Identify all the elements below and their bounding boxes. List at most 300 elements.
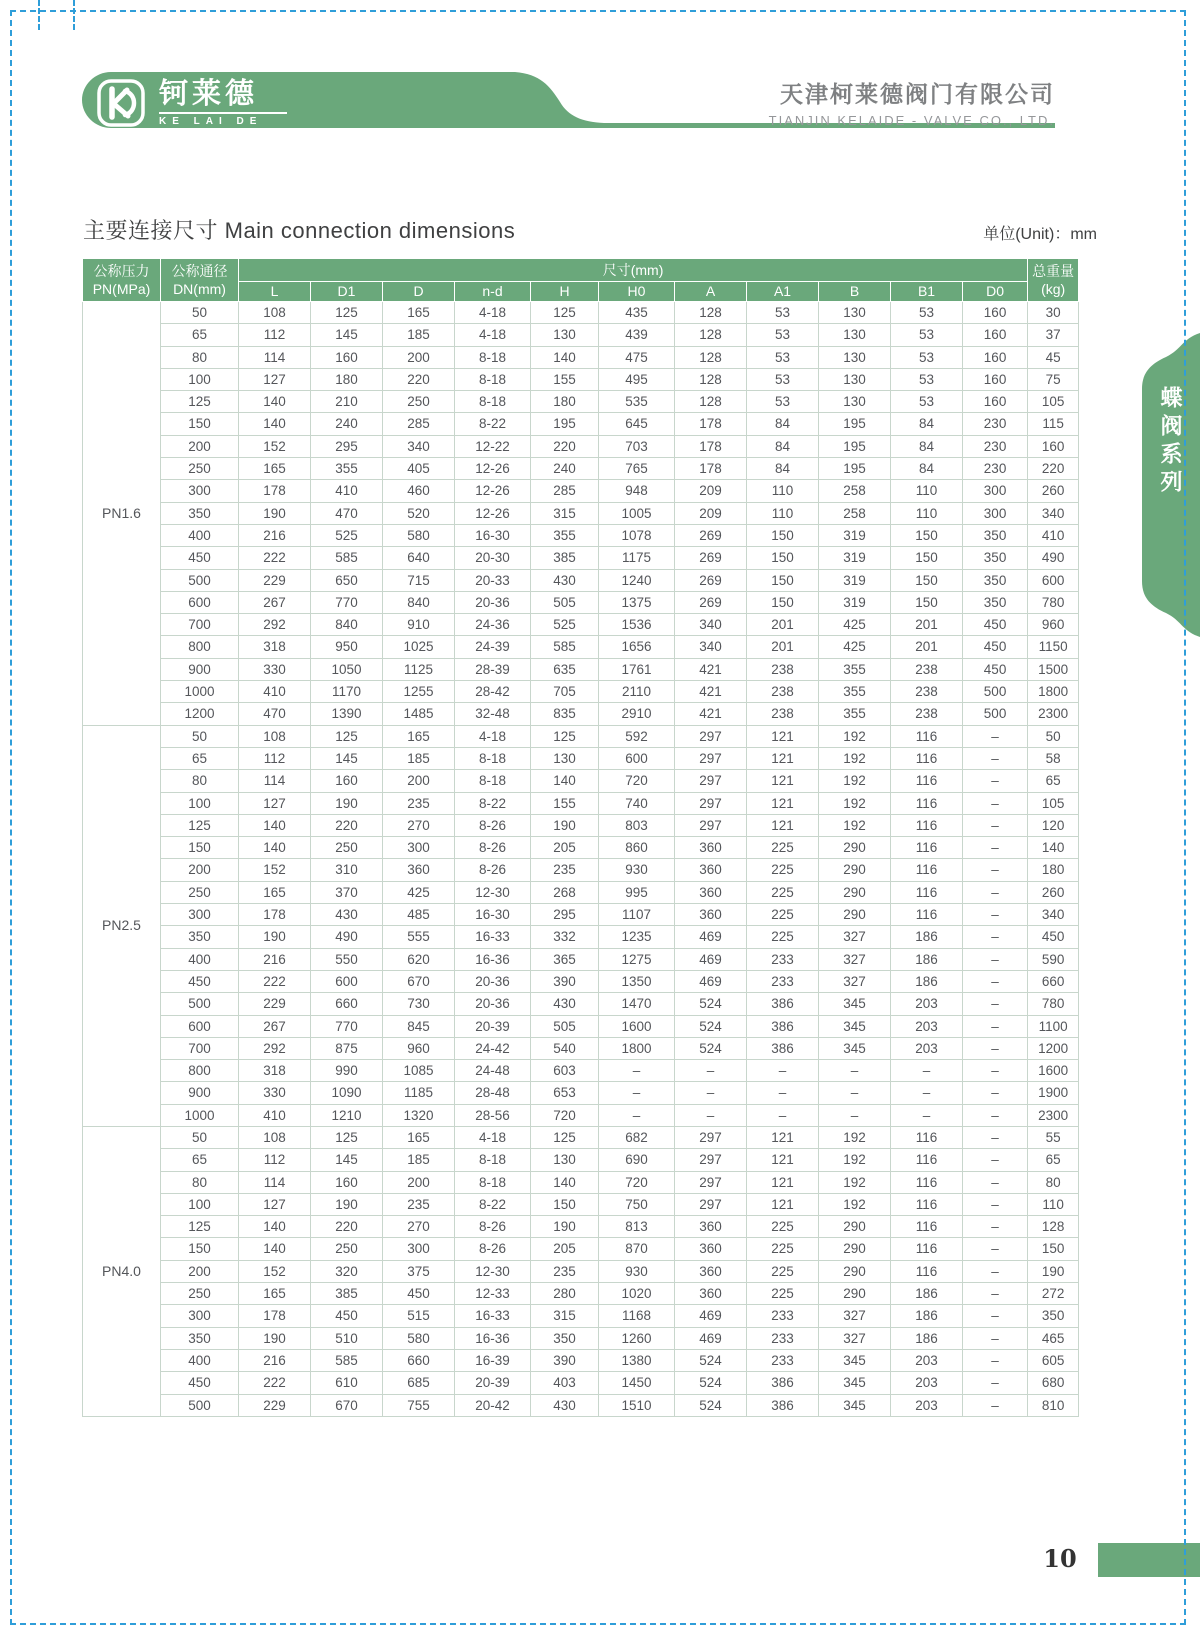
table-cell: 1175 — [599, 547, 675, 569]
col-header-pressure-en: PN(MPa) — [92, 281, 151, 297]
table-cell: 116 — [891, 1126, 963, 1148]
table-cell: – — [675, 1104, 747, 1126]
table-cell: 180 — [1028, 859, 1079, 881]
table-cell: 192 — [819, 725, 891, 747]
table-cell: 410 — [1028, 524, 1079, 546]
table-cell: 685 — [383, 1372, 455, 1394]
table-cell: 225 — [747, 881, 819, 903]
table-row — [83, 1060, 1079, 1082]
table-cell: 450 — [963, 636, 1028, 658]
table-row — [83, 636, 1079, 658]
table-row — [83, 926, 1079, 948]
table-cell: 201 — [747, 614, 819, 636]
table-cell: 128 — [675, 324, 747, 346]
table-cell: – — [963, 1394, 1028, 1416]
table-cell: 385 — [311, 1283, 383, 1305]
table-cell: 500 — [963, 703, 1028, 725]
table-cell: 180 — [311, 368, 383, 390]
table-cell: – — [963, 1327, 1028, 1349]
table-cell: 360 — [675, 1283, 747, 1305]
table-cell: 160 — [963, 368, 1028, 390]
table-row — [83, 970, 1079, 992]
table-cell: 360 — [675, 1216, 747, 1238]
table-cell: 125 — [161, 391, 239, 413]
table-row — [83, 569, 1079, 591]
table-cell: 20-39 — [455, 1015, 531, 1037]
table-cell: 145 — [311, 324, 383, 346]
table-cell: 128 — [1028, 1216, 1079, 1238]
table-cell: – — [819, 1082, 891, 1104]
table-cell: 24-48 — [455, 1060, 531, 1082]
table-cell: 1085 — [383, 1060, 455, 1082]
table-cell: 80 — [161, 1171, 239, 1193]
table-cell: 16-30 — [455, 904, 531, 926]
table-cell: 267 — [239, 1015, 311, 1037]
table-cell: 195 — [819, 435, 891, 457]
table-row — [83, 881, 1079, 903]
table-cell: 405 — [383, 458, 455, 480]
table-cell: 65 — [161, 747, 239, 769]
table-cell: 201 — [747, 636, 819, 658]
table-cell: 297 — [675, 725, 747, 747]
table-cell: 430 — [531, 1394, 599, 1416]
footer-bar — [1098, 1543, 1200, 1577]
table-cell: 121 — [747, 814, 819, 836]
table-cell: – — [963, 814, 1028, 836]
table-cell: 300 — [161, 480, 239, 502]
col-header-dim: H — [531, 282, 599, 302]
table-cell: 670 — [311, 1394, 383, 1416]
table-cell: 165 — [239, 1283, 311, 1305]
table-cell: – — [747, 1060, 819, 1082]
table-cell: 900 — [161, 658, 239, 680]
table-cell: 765 — [599, 458, 675, 480]
table-cell: 1485 — [383, 703, 455, 725]
table-cell: 8-26 — [455, 1216, 531, 1238]
table-cell: 200 — [383, 1171, 455, 1193]
table-cell: 53 — [747, 346, 819, 368]
table-cell: 150 — [891, 569, 963, 591]
table-cell: 1600 — [1028, 1060, 1079, 1082]
table-cell: 469 — [675, 948, 747, 970]
table-cell: 116 — [891, 1171, 963, 1193]
logo-text-en: KE LAI DE — [159, 116, 263, 128]
table-cell: – — [819, 1104, 891, 1126]
table-cell: 355 — [311, 458, 383, 480]
table-cell: 84 — [891, 413, 963, 435]
table-cell: – — [963, 1305, 1028, 1327]
company-name-cn: 天津柯莱德阀门有限公司 — [780, 81, 1055, 107]
table-cell: 209 — [675, 502, 747, 524]
table-cell: 186 — [891, 926, 963, 948]
table-cell: 145 — [311, 747, 383, 769]
table-cell: 1210 — [311, 1104, 383, 1126]
table-cell: 195 — [531, 413, 599, 435]
table-cell: 360 — [675, 904, 747, 926]
table-cell: 150 — [747, 524, 819, 546]
table-cell: 1350 — [599, 970, 675, 992]
table-cell: 121 — [747, 1149, 819, 1171]
table-cell: 229 — [239, 993, 311, 1015]
table-cell: 270 — [383, 814, 455, 836]
table-cell: 340 — [383, 435, 455, 457]
table-cell: 810 — [1028, 1394, 1079, 1416]
table-cell: 140 — [239, 413, 311, 435]
table-cell: 269 — [675, 524, 747, 546]
table-cell: 178 — [239, 904, 311, 926]
table-cell: 178 — [675, 435, 747, 457]
table-row — [83, 435, 1079, 457]
table-row — [83, 524, 1079, 546]
col-header-dim: H0 — [599, 282, 675, 302]
table-cell: 330 — [239, 1082, 311, 1104]
table-cell: 225 — [747, 926, 819, 948]
table-cell: 780 — [1028, 993, 1079, 1015]
table-row — [83, 1082, 1079, 1104]
table-cell: 295 — [531, 904, 599, 926]
table-cell: 1390 — [311, 703, 383, 725]
table-cell: 297 — [675, 1171, 747, 1193]
table-cell: 116 — [891, 881, 963, 903]
table-cell: 116 — [891, 1193, 963, 1215]
table-cell: 8-18 — [455, 346, 531, 368]
table-cell: 720 — [599, 770, 675, 792]
table-cell: 327 — [819, 1305, 891, 1327]
table-cell: 140 — [531, 770, 599, 792]
table-cell: 585 — [311, 547, 383, 569]
table-cell: 1025 — [383, 636, 455, 658]
table-cell: 220 — [311, 1216, 383, 1238]
logo-text-cn: 钶莱德 — [159, 77, 259, 110]
table-cell: 222 — [239, 547, 311, 569]
table-cell: – — [599, 1082, 675, 1104]
table-cell: – — [747, 1104, 819, 1126]
table-cell: 130 — [531, 747, 599, 769]
table-cell: 1150 — [1028, 636, 1079, 658]
table-cell: 345 — [819, 1037, 891, 1059]
table-cell: 585 — [311, 1349, 383, 1371]
table-cell: 425 — [819, 614, 891, 636]
table-cell: – — [819, 1060, 891, 1082]
table-cell: 620 — [383, 948, 455, 970]
table-cell: 150 — [891, 591, 963, 613]
table-cell: 186 — [891, 1305, 963, 1327]
table-cell: 235 — [383, 1193, 455, 1215]
table-cell: 12-30 — [455, 881, 531, 903]
table-cell: 327 — [819, 970, 891, 992]
company-name-en: TIANJIN KELAIDE - VALVE CO., LTD. — [768, 113, 1055, 128]
table-cell: 1761 — [599, 658, 675, 680]
table-cell: 225 — [747, 1216, 819, 1238]
table-cell: 150 — [1028, 1238, 1079, 1260]
table-cell: 110 — [891, 502, 963, 524]
table-cell: 125 — [311, 1126, 383, 1148]
table-cell: 2910 — [599, 703, 675, 725]
table-cell: 318 — [239, 1060, 311, 1082]
table-cell: 160 — [311, 346, 383, 368]
table-cell: 700 — [161, 614, 239, 636]
col-header-weight — [1028, 259, 1079, 302]
table-cell: 16-39 — [455, 1349, 531, 1371]
table-row — [83, 1349, 1079, 1371]
table-cell: 230 — [963, 413, 1028, 435]
table-cell: – — [963, 1126, 1028, 1148]
company-block — [769, 76, 1055, 128]
table-cell: 600 — [599, 747, 675, 769]
table-cell: 165 — [383, 725, 455, 747]
table-cell: 585 — [531, 636, 599, 658]
table-cell: 121 — [747, 747, 819, 769]
table-cell: 1800 — [1028, 681, 1079, 703]
table-cell: 178 — [239, 1305, 311, 1327]
table-cell: 185 — [383, 1149, 455, 1171]
table-cell: 450 — [1028, 926, 1079, 948]
table-cell: 520 — [383, 502, 455, 524]
pn-group-label: PN1.6 — [83, 302, 161, 726]
table-cell: 53 — [891, 302, 963, 324]
table-cell: 285 — [531, 480, 599, 502]
table-cell: 160 — [1028, 435, 1079, 457]
table-cell: 1050 — [311, 658, 383, 680]
table-cell: 800 — [161, 636, 239, 658]
table-cell: 160 — [311, 1171, 383, 1193]
table-cell: 8-22 — [455, 1193, 531, 1215]
table-cell: 105 — [1028, 391, 1079, 413]
table-cell: 225 — [747, 1283, 819, 1305]
table-cell: 130 — [819, 391, 891, 413]
table-cell: 116 — [891, 1149, 963, 1171]
table-cell: 670 — [383, 970, 455, 992]
table-cell: 50 — [161, 1126, 239, 1148]
table-cell: 290 — [819, 1238, 891, 1260]
table-cell: 290 — [819, 881, 891, 903]
table-cell: 50 — [1028, 725, 1079, 747]
table-cell: 870 — [599, 1238, 675, 1260]
table-cell: 660 — [383, 1349, 455, 1371]
table-cell: 400 — [161, 1349, 239, 1371]
table-cell: 350 — [161, 926, 239, 948]
table-cell: 350 — [963, 547, 1028, 569]
table-cell: 20-30 — [455, 547, 531, 569]
table-cell: 1125 — [383, 658, 455, 680]
table-cell: 340 — [675, 636, 747, 658]
table-cell: 121 — [747, 1193, 819, 1215]
table-row — [83, 302, 1079, 324]
table-cell: 195 — [819, 413, 891, 435]
table-cell: 592 — [599, 725, 675, 747]
table-cell: 8-26 — [455, 814, 531, 836]
table-row — [83, 324, 1079, 346]
table-cell: 1510 — [599, 1394, 675, 1416]
table-cell: 220 — [531, 435, 599, 457]
table-cell: 800 — [161, 1060, 239, 1082]
table-cell: 840 — [383, 591, 455, 613]
table-cell: – — [747, 1082, 819, 1104]
table-cell: – — [963, 859, 1028, 881]
table-cell: 995 — [599, 881, 675, 903]
table-cell: 116 — [891, 1238, 963, 1260]
table-cell: 525 — [311, 524, 383, 546]
table-cell: 250 — [311, 837, 383, 859]
table-cell: 1380 — [599, 1349, 675, 1371]
table-cell: 192 — [819, 792, 891, 814]
table-cell: 121 — [747, 792, 819, 814]
table-cell: 8-18 — [455, 391, 531, 413]
table-cell: 505 — [531, 591, 599, 613]
table-cell: 201 — [891, 636, 963, 658]
table-cell: 500 — [161, 993, 239, 1015]
table-cell: 130 — [531, 1149, 599, 1171]
table-cell: 125 — [311, 302, 383, 324]
table-cell: 780 — [1028, 591, 1079, 613]
table-cell: – — [963, 1283, 1028, 1305]
table-cell: 345 — [819, 1349, 891, 1371]
table-cell: 340 — [1028, 904, 1079, 926]
table-cell: 28-39 — [455, 658, 531, 680]
table-cell: 1090 — [311, 1082, 383, 1104]
table-row — [83, 1037, 1079, 1059]
table-cell: 355 — [819, 703, 891, 725]
table-cell: 165 — [383, 1126, 455, 1148]
table-cell: 360 — [675, 1238, 747, 1260]
table-cell: 4-18 — [455, 725, 531, 747]
table-cell: 345 — [819, 993, 891, 1015]
table-row — [83, 547, 1079, 569]
table-cell: 8-18 — [455, 1149, 531, 1171]
table-cell: 209 — [675, 480, 747, 502]
table-cell: 1107 — [599, 904, 675, 926]
table-cell: 116 — [891, 859, 963, 881]
table-cell: 690 — [599, 1149, 675, 1171]
table-cell: 1000 — [161, 681, 239, 703]
table-row — [83, 1193, 1079, 1215]
table-cell: 186 — [891, 1283, 963, 1305]
table-cell: 32-48 — [455, 703, 531, 725]
table-cell: 910 — [383, 614, 455, 636]
table-cell: 12-33 — [455, 1283, 531, 1305]
table-cell: 465 — [1028, 1327, 1079, 1349]
table-row — [83, 1260, 1079, 1282]
table-cell: 128 — [675, 391, 747, 413]
table-cell: 469 — [675, 926, 747, 948]
table-cell: 700 — [161, 1037, 239, 1059]
table-row — [83, 346, 1079, 368]
page-number: 10 — [1043, 1544, 1077, 1573]
table-cell: 268 — [531, 881, 599, 903]
table-cell: – — [963, 1216, 1028, 1238]
table-cell: – — [963, 1037, 1028, 1059]
table-cell: 20-36 — [455, 970, 531, 992]
table-cell: 150 — [161, 837, 239, 859]
col-header-dn — [161, 259, 239, 302]
table-cell: 258 — [819, 480, 891, 502]
col-header-dim: A — [675, 282, 747, 302]
table-cell: 1255 — [383, 681, 455, 703]
table-cell: 425 — [383, 881, 455, 903]
table-cell: 297 — [675, 814, 747, 836]
table-cell: 8-18 — [455, 368, 531, 390]
table-cell: 127 — [239, 1193, 311, 1215]
table-row — [83, 1372, 1079, 1394]
table-cell: 297 — [675, 1193, 747, 1215]
table-cell: 125 — [161, 814, 239, 836]
table-cell: 260 — [1028, 881, 1079, 903]
table-cell: 270 — [383, 1216, 455, 1238]
table-cell: 165 — [239, 881, 311, 903]
table-cell: 470 — [239, 703, 311, 725]
side-tab-label: 蝶阀系列 — [1158, 386, 1183, 498]
table-cell: 350 — [963, 569, 1028, 591]
table-cell: 8-26 — [455, 1238, 531, 1260]
table-cell: 318 — [239, 636, 311, 658]
table-cell: 116 — [891, 747, 963, 769]
table-cell: 330 — [239, 658, 311, 680]
table-cell: – — [891, 1104, 963, 1126]
table-cell: 100 — [161, 792, 239, 814]
table-cell: 216 — [239, 948, 311, 970]
table-cell: 290 — [819, 859, 891, 881]
table-cell: 250 — [161, 1283, 239, 1305]
table-cell: 860 — [599, 837, 675, 859]
table-cell: 485 — [383, 904, 455, 926]
table-cell: 603 — [531, 1060, 599, 1082]
table-cell: 125 — [311, 725, 383, 747]
table-cell: 185 — [383, 747, 455, 769]
table-cell: 310 — [311, 859, 383, 881]
table-cell: 125 — [531, 302, 599, 324]
table-cell: 200 — [383, 770, 455, 792]
table-cell: 495 — [599, 368, 675, 390]
table-cell: 233 — [747, 970, 819, 992]
table-cell: 421 — [675, 681, 747, 703]
table-cell: 140 — [531, 1171, 599, 1193]
table-cell: 386 — [747, 1015, 819, 1037]
table-row — [83, 1238, 1079, 1260]
table-cell: 803 — [599, 814, 675, 836]
table-cell: 178 — [675, 413, 747, 435]
table-cell: 1275 — [599, 948, 675, 970]
table-cell: 439 — [599, 324, 675, 346]
table-cell: 201 — [891, 614, 963, 636]
table-cell: 84 — [747, 458, 819, 480]
col-header-dim: A1 — [747, 282, 819, 302]
table-cell: 258 — [819, 502, 891, 524]
table-cell: 235 — [531, 1260, 599, 1282]
table-cell: 190 — [311, 1193, 383, 1215]
page-title: 主要连接尺寸 Main connection dimensions — [83, 218, 516, 243]
table-cell: 121 — [747, 1126, 819, 1148]
table-cell: 430 — [531, 993, 599, 1015]
col-header-weight-cn: 总重量 — [1032, 262, 1075, 279]
table-cell: 450 — [161, 970, 239, 992]
table-cell: 140 — [239, 837, 311, 859]
table-cell: 4-18 — [455, 324, 531, 346]
table-cell: 165 — [239, 458, 311, 480]
table-cell: 200 — [383, 346, 455, 368]
table-row — [83, 1126, 1079, 1148]
table-cell: 8-26 — [455, 837, 531, 859]
table-cell: 125 — [531, 725, 599, 747]
table-cell: 1375 — [599, 591, 675, 613]
table-cell: 813 — [599, 1216, 675, 1238]
table-cell: 300 — [161, 1305, 239, 1327]
table-cell: 2300 — [1028, 703, 1079, 725]
table-cell: 178 — [675, 458, 747, 480]
table-cell: 53 — [891, 391, 963, 413]
table-cell: 8-18 — [455, 770, 531, 792]
table-cell: 235 — [383, 792, 455, 814]
table-cell: – — [963, 1060, 1028, 1082]
